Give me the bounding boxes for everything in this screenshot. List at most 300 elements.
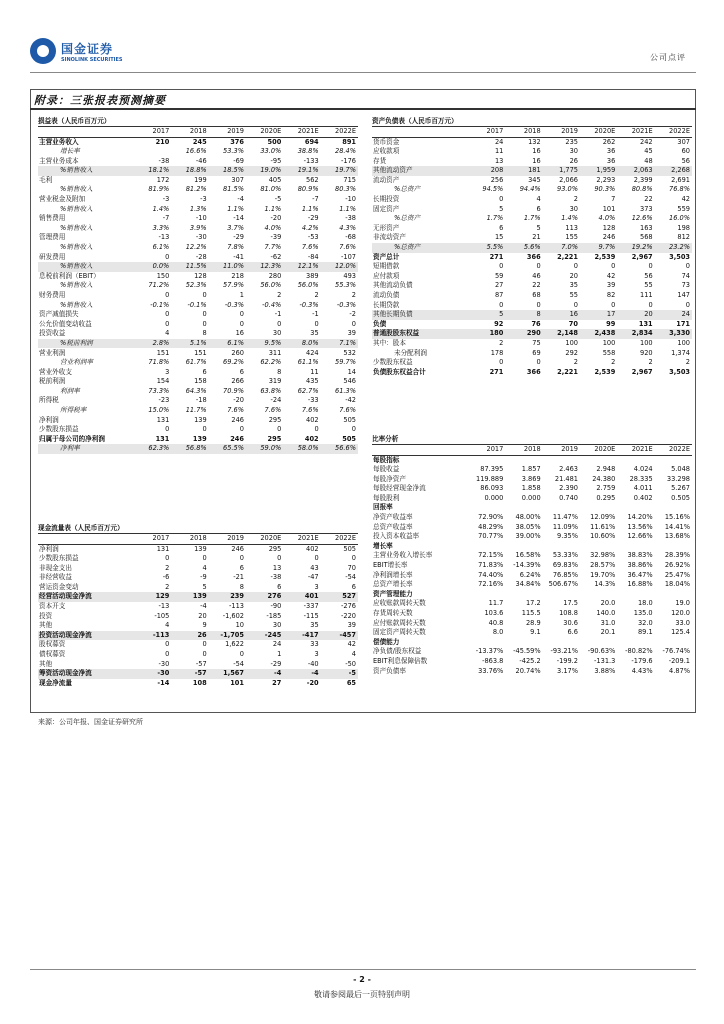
blank-cell	[468, 590, 505, 600]
row-value: 246	[231, 415, 244, 424]
row-label: 总资产增长率	[373, 580, 413, 589]
row-value: 140.0	[596, 608, 616, 617]
row-label: 净利润	[39, 415, 59, 424]
ratio-section-heading	[372, 542, 692, 552]
row-value: 271	[489, 367, 504, 376]
blank-cell	[468, 503, 505, 513]
row-value: -38	[345, 214, 356, 223]
row-value: 208	[468, 166, 505, 176]
table-row	[38, 387, 358, 397]
row-value: -0.1%	[187, 300, 207, 309]
table-row	[38, 425, 358, 435]
row-value: 2,066	[559, 175, 578, 184]
row-value: 87.395	[480, 465, 504, 474]
row-value: 42	[681, 195, 690, 204]
table-row	[38, 554, 358, 564]
row-value: 6	[239, 563, 244, 572]
row-value: 48	[644, 156, 653, 165]
row-value: -105	[154, 611, 170, 620]
row-value: 12.0%	[321, 262, 358, 272]
row-value: 94.5%	[482, 185, 504, 194]
row-value: 246	[230, 434, 244, 443]
row-value: 43	[310, 563, 319, 572]
row-value: 4.011	[633, 484, 653, 493]
row-label: 负债	[373, 319, 387, 328]
row-value: -29	[233, 233, 244, 242]
row-value: -10	[345, 195, 356, 204]
row-value: 402	[306, 415, 319, 424]
row-value: -1	[312, 310, 319, 319]
row-value: -30	[134, 669, 171, 679]
row-value: 171	[676, 319, 690, 328]
row-value: 266	[231, 377, 244, 386]
row-label: 未分配利润	[394, 348, 427, 357]
row-value: 16.88%	[627, 580, 653, 589]
row-value: -3	[162, 195, 170, 204]
row-label: 债权募资	[39, 649, 66, 658]
row-value: 373	[640, 204, 653, 213]
row-value: 256	[490, 175, 504, 184]
income-table	[38, 127, 358, 454]
row-value: 0	[165, 310, 170, 319]
row-value: 17	[580, 310, 617, 320]
row-value: -90.63%	[587, 647, 616, 656]
cashflow-statement	[38, 523, 358, 688]
row-label: 长期贷款	[373, 300, 400, 309]
row-value: 527	[321, 592, 358, 602]
row-value: 7.6%	[264, 406, 282, 415]
row-value: -53	[307, 233, 319, 242]
row-value: 100	[677, 338, 690, 347]
row-label: EBIT增长率	[373, 560, 408, 569]
row-value: 113	[565, 223, 578, 232]
table-row	[372, 320, 692, 330]
row-value: 32.98%	[590, 551, 616, 560]
year-header-cell: 2020E	[246, 534, 283, 544]
document-type: 公司点评	[650, 53, 686, 62]
row-value: 14.3%	[594, 580, 616, 589]
table-row	[38, 640, 358, 650]
row-label: %销售收入	[60, 281, 93, 290]
row-value: 2	[611, 358, 616, 367]
row-value: 30	[272, 329, 282, 338]
row-value: 6.24%	[519, 570, 541, 579]
row-value: 0	[165, 319, 170, 328]
cashflow-table	[38, 534, 358, 688]
row-value: 405	[268, 175, 282, 184]
row-value: 7.8%	[227, 242, 244, 251]
cashflow-title: 现金流量表（人民币百万元）	[38, 523, 358, 534]
table-row	[372, 310, 692, 320]
row-value: 155	[565, 233, 578, 242]
row-value: 120.0	[671, 608, 690, 617]
row-label: %总资产	[394, 214, 421, 223]
table-row	[372, 484, 692, 494]
row-value: 62.2%	[260, 358, 282, 367]
row-value: 2	[314, 290, 319, 299]
section-heading: 每股指标	[373, 455, 400, 464]
row-value: 435	[306, 377, 319, 386]
row-value: 1.4%	[561, 214, 578, 223]
balance-table	[372, 127, 692, 377]
row-value: 131	[155, 434, 170, 443]
row-value: 1	[239, 290, 244, 299]
table-row	[38, 679, 358, 689]
row-value: -107	[341, 252, 356, 261]
table-row	[38, 416, 358, 426]
table-row	[372, 205, 692, 215]
row-label: %销售收入	[38, 262, 134, 272]
row-value: 402	[306, 544, 319, 553]
row-value: 292	[565, 348, 578, 357]
row-value: 295	[268, 415, 282, 424]
row-value: 218	[231, 271, 244, 280]
row-value: 199	[194, 175, 207, 184]
row-value: 262	[602, 137, 616, 146]
row-value: 20.1	[600, 628, 616, 637]
row-value: 1,775	[543, 166, 580, 176]
row-value: 4.43%	[631, 666, 653, 675]
row-value: 9.5%	[246, 339, 283, 349]
row-value: 33	[310, 640, 319, 649]
header-blank-cell	[372, 445, 468, 455]
row-value: 25.47%	[664, 570, 690, 579]
row-value: 108.8	[559, 608, 578, 617]
row-value: 9.35%	[557, 532, 578, 541]
row-value: 812	[677, 233, 690, 242]
row-value: 1,959	[580, 166, 617, 176]
row-value: -0.3%	[299, 300, 319, 309]
row-value: 76.8%	[669, 185, 690, 194]
row-value: 38.8%	[297, 147, 319, 156]
row-label: 每股收益	[373, 465, 400, 474]
row-value: 62.7%	[297, 386, 319, 395]
row-value: 2	[648, 358, 653, 367]
table-row	[372, 628, 692, 638]
row-label: %销售收入	[60, 242, 93, 251]
row-value: 69.2%	[223, 358, 244, 367]
row-value: 71.2%	[148, 281, 170, 290]
header-blank-cell	[372, 127, 468, 137]
row-value: 290	[505, 329, 542, 339]
row-value: -93.21%	[550, 647, 578, 656]
disclaimer: 敬请参阅最后一页特别声明	[314, 990, 410, 999]
row-value: 101	[230, 678, 244, 687]
row-value: -57	[195, 659, 207, 668]
table-row	[372, 523, 692, 533]
row-value: 2,539	[594, 367, 616, 376]
row-value: 46	[532, 271, 541, 280]
row-value: 80.8%	[631, 185, 653, 194]
row-value: 81.2%	[185, 185, 207, 194]
row-value: 11.09%	[552, 522, 578, 531]
row-value: 93.0%	[557, 185, 578, 194]
blank-cell	[505, 638, 542, 648]
table-row	[372, 166, 692, 176]
row-value: 920	[640, 348, 653, 357]
year-header-cell: 2017	[134, 127, 171, 137]
row-value: 87	[494, 290, 504, 299]
row-value: 0	[165, 425, 170, 434]
row-value: 8.0	[492, 628, 504, 637]
row-value: 1,374	[671, 348, 690, 357]
row-value: 0	[573, 300, 578, 309]
year-header-cell: 2020E	[246, 127, 283, 137]
row-value: 16	[532, 147, 541, 156]
row-value: -33	[307, 396, 319, 405]
row-value: 27	[272, 678, 282, 687]
table-row	[38, 564, 358, 574]
row-value: 19.1%	[283, 166, 320, 176]
row-value: -14.39%	[513, 560, 541, 569]
row-value: 139	[171, 592, 208, 602]
row-value: 2,063	[617, 166, 654, 176]
income-statement	[38, 116, 358, 454]
row-value: 14	[347, 367, 356, 376]
row-value: 56.8%	[171, 444, 208, 454]
row-value: 3,330	[655, 329, 692, 339]
row-value: -30	[158, 659, 170, 668]
row-value: 42	[606, 271, 616, 280]
row-value: 28.9	[525, 618, 541, 627]
row-value: 40.8	[488, 618, 504, 627]
row-value: 80.3%	[335, 185, 356, 194]
row-value: 128	[194, 271, 207, 280]
row-value: 56.0%	[260, 281, 282, 290]
table-row	[372, 157, 692, 167]
row-value: 2	[277, 290, 282, 299]
row-value: 48.29%	[478, 522, 504, 531]
row-value: 1.1%	[227, 204, 244, 213]
row-value: -3	[200, 195, 207, 204]
table-row	[38, 621, 358, 631]
row-value: 56	[644, 271, 653, 280]
row-value: -14	[233, 214, 244, 223]
row-value: -5	[274, 195, 282, 204]
row-value: 36	[606, 147, 616, 156]
row-value: 13	[494, 156, 504, 165]
table-row	[372, 262, 692, 272]
row-value: 1.4%	[152, 204, 170, 213]
row-value: 45	[644, 147, 653, 156]
year-header-cell: 2017	[468, 445, 505, 455]
row-value: 2,967	[631, 252, 653, 261]
row-value: 506.67%	[548, 580, 578, 589]
row-value: 0	[202, 310, 207, 319]
row-value: -115	[303, 611, 319, 620]
table-row	[38, 358, 358, 368]
row-value: -23	[158, 396, 170, 405]
blank-cell	[468, 542, 505, 552]
row-value: -1,602	[222, 611, 244, 620]
row-value: 271	[489, 252, 504, 261]
row-value: 150	[156, 271, 170, 280]
row-label: %总资产	[394, 185, 421, 194]
row-label: 少数股东损益	[39, 554, 79, 563]
row-value: 129	[134, 592, 171, 602]
row-value: 0	[499, 195, 504, 204]
row-label: 财务费用	[39, 290, 66, 299]
row-value: 11.7	[488, 599, 504, 608]
row-value: 23.2%	[655, 243, 692, 253]
row-value: 108	[192, 678, 207, 687]
row-label: 资产负债率	[373, 666, 406, 675]
row-value: 8	[505, 310, 542, 320]
row-value: 0	[165, 649, 170, 658]
row-value: 3.17%	[557, 666, 578, 675]
row-value: 76.85%	[552, 570, 578, 579]
row-label: 息税前利润（EBIT）	[39, 271, 100, 280]
row-value: 2	[573, 195, 578, 204]
row-value: 500	[267, 137, 282, 146]
row-value: 20.74%	[515, 666, 541, 675]
row-value: 0	[202, 649, 207, 658]
table-row	[372, 214, 692, 224]
row-value: 20	[569, 271, 578, 280]
table-row	[38, 214, 358, 224]
blank-cell	[655, 542, 692, 552]
year-header-cell: 2018	[505, 127, 542, 137]
row-value: -4	[237, 195, 244, 204]
year-header-cell: 2021E	[283, 534, 320, 544]
row-value: 36	[606, 156, 616, 165]
row-value: 27	[494, 281, 504, 290]
row-value: -0.4%	[262, 300, 282, 309]
row-value: -13	[158, 602, 170, 611]
row-label: 投资收益	[39, 329, 66, 338]
row-value: 74	[681, 271, 690, 280]
year-header-cell: 2022E	[655, 127, 692, 137]
row-value: 16	[235, 329, 244, 338]
ratio-section-heading	[372, 503, 692, 513]
row-value: -2	[349, 310, 356, 319]
row-value: -276	[341, 602, 356, 611]
row-value: 4	[202, 563, 207, 572]
row-value: 5.267	[671, 484, 690, 493]
row-value: 16.58%	[515, 551, 541, 560]
row-value: 198	[677, 223, 690, 232]
row-value: 9.7%	[580, 243, 617, 253]
row-value: -84	[307, 252, 319, 261]
row-value: -199.2	[556, 656, 578, 665]
row-label: %销售收入	[38, 166, 134, 176]
row-value: 17.2	[525, 599, 541, 608]
row-value: -113	[134, 631, 171, 641]
row-label: 固定资产周转天数	[373, 628, 426, 637]
blank-cell	[655, 638, 692, 648]
row-value: 163	[640, 223, 653, 232]
row-value: 532	[343, 348, 356, 357]
row-value: -68	[345, 233, 356, 242]
row-value: 4.0%	[264, 223, 282, 232]
row-value: 0	[351, 425, 356, 434]
row-value: 7.0%	[543, 243, 580, 253]
row-value: 0	[239, 554, 244, 563]
row-value: 21	[532, 233, 541, 242]
row-value: 13.56%	[627, 522, 653, 531]
row-value: 0	[202, 425, 207, 434]
table-row	[38, 669, 358, 679]
table-row	[38, 348, 358, 358]
row-value: 15.16%	[664, 513, 690, 522]
row-value: 35	[310, 621, 319, 630]
row-value: 15	[494, 233, 504, 242]
row-value: 178	[490, 348, 504, 357]
row-value: 69	[532, 348, 541, 357]
row-value: 5	[468, 310, 505, 320]
row-label: 货币资金	[373, 137, 400, 146]
row-value: 2,691	[671, 175, 690, 184]
table-row	[372, 147, 692, 157]
table-row	[38, 272, 358, 282]
row-value: 505	[343, 415, 356, 424]
row-value: -21	[233, 573, 244, 582]
table-row	[372, 571, 692, 581]
income-title: 损益表（人民币百万元）	[38, 116, 358, 127]
row-value: 6.6	[567, 628, 578, 637]
header-blank-cell	[38, 534, 134, 544]
company-logo	[30, 38, 123, 64]
row-label: 存货	[373, 156, 387, 165]
row-value: 34.84%	[515, 580, 541, 589]
row-value: 307	[231, 175, 244, 184]
row-label: 短期借款	[373, 262, 400, 271]
table-row	[38, 339, 358, 349]
blank-cell	[655, 590, 692, 600]
row-value: 715	[343, 175, 356, 184]
row-value: -113	[229, 602, 244, 611]
blank-cell	[505, 455, 542, 465]
row-value: -863.8	[482, 656, 504, 665]
blank-cell	[580, 503, 617, 513]
table-row	[372, 609, 692, 619]
logo-cn-text: 国金证券	[61, 41, 114, 56]
row-value: -6	[162, 573, 170, 582]
blank-cell	[580, 455, 617, 465]
row-value: 8	[202, 329, 207, 338]
year-header-cell: 2017	[468, 127, 505, 137]
row-value: 72.90%	[478, 513, 504, 522]
row-label: 负债股东权益合计	[373, 367, 426, 376]
row-value: 3.7%	[227, 223, 244, 232]
row-label: 公允价值变动收益	[39, 319, 92, 328]
row-value: 19.0	[675, 599, 690, 608]
row-value: 71.83%	[478, 560, 504, 569]
row-value: 6	[536, 204, 541, 213]
row-value: 246	[231, 544, 244, 553]
year-header-cell: 2019	[543, 445, 580, 455]
row-value: 28.39%	[664, 551, 690, 560]
table-row	[372, 368, 692, 378]
row-value: 92	[494, 319, 504, 328]
row-value: 20	[198, 611, 207, 620]
year-header-cell: 2021E	[617, 127, 654, 137]
row-value: 4.0%	[598, 214, 616, 223]
table-row	[38, 612, 358, 622]
row-value: 17.5	[563, 599, 578, 608]
row-value: 115.5	[521, 608, 541, 617]
row-value: 72.16%	[478, 580, 504, 589]
row-value: 38.86%	[627, 560, 653, 569]
table-row	[38, 592, 358, 602]
row-label: EBIT利息保障倍数	[373, 656, 428, 665]
row-value: -46	[195, 156, 207, 165]
blank-cell	[505, 542, 542, 552]
row-value: 3,503	[669, 252, 690, 261]
row-value: 73.3%	[148, 386, 170, 395]
row-value: 14.20%	[627, 513, 653, 522]
row-value: 22	[644, 195, 653, 204]
